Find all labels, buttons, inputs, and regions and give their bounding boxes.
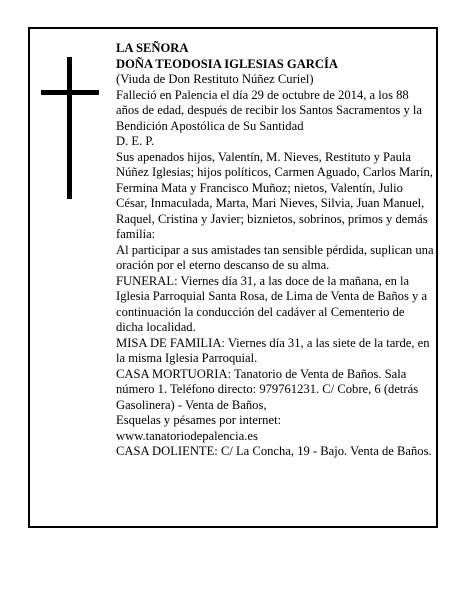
mourning-house-paragraph: CASA DOLIENTE: C/ La Concha, 19 - Bajo. Venta de Baños. bbox=[116, 444, 432, 458]
family-paragraph: Sus apenados hijos, Valentín, M. Nieves, Restituto y Paula Núñez Iglesias; hijos políticos, Carmen Aguado, Carlos Marín, Fermina Mata y Francisco Muñoz; nietos, Valentín, Julio César, Inmaculada, Marta, Mari Nieves, Silvia, Juan Manuel, Raquel, Cristina y Javier; biznietos, sobrinos, primos y demás familia: bbox=[116, 149, 433, 241]
cross-horizontal-bar bbox=[41, 90, 99, 95]
cross-vertical-bar bbox=[67, 57, 72, 199]
obituary-text bbox=[116, 41, 434, 460]
website-link[interactable]: www.tanatoriodepalencia.es bbox=[116, 428, 258, 443]
obituary-frame bbox=[28, 27, 438, 528]
title-line-1: LA SEÑORA bbox=[116, 41, 189, 55]
funeral-paragraph: FUNERAL: Viernes día 31, a las doce de la mañana, en la Iglesia Parroquial Santa Rosa, de Lima de Venta de Baños y a continuación la conducción del cadáver al Cementerio de dicha localidad. bbox=[116, 273, 428, 334]
request-paragraph: Al participar a sus amistades tan sensible pérdida, suplican una oración por el eterno descanso de su alma. bbox=[116, 242, 434, 272]
rip-line: D. E. P. bbox=[116, 134, 155, 148]
title-line-2: DOÑA TEODOSIA IGLESIAS GARCÍA bbox=[116, 56, 338, 71]
funeral-home-paragraph: CASA MORTUORIA: Tanatorio de Venta de Baños. Sala número 1. Teléfono directo: 979761231. C/ Cobre, 6 (detrás Gasolinera) - Venta de Baños, bbox=[116, 366, 419, 412]
widow-of-line: (Viuda de Don Restituto Núñez Curiel) bbox=[116, 72, 314, 86]
death-paragraph: Falleció en Palencia el día 29 de octubre de 2014, a los 88 años de edad, después de recibir los Santos Sacramentos y la Bendición Apostólica de Su Santidad bbox=[116, 87, 423, 133]
mass-paragraph: MISA DE FAMILIA: Viernes día 31, a las siete de la tarde, en la misma Iglesia Parroquial. bbox=[116, 335, 430, 365]
internet-line: Esquelas y pésames por internet: bbox=[116, 413, 282, 427]
